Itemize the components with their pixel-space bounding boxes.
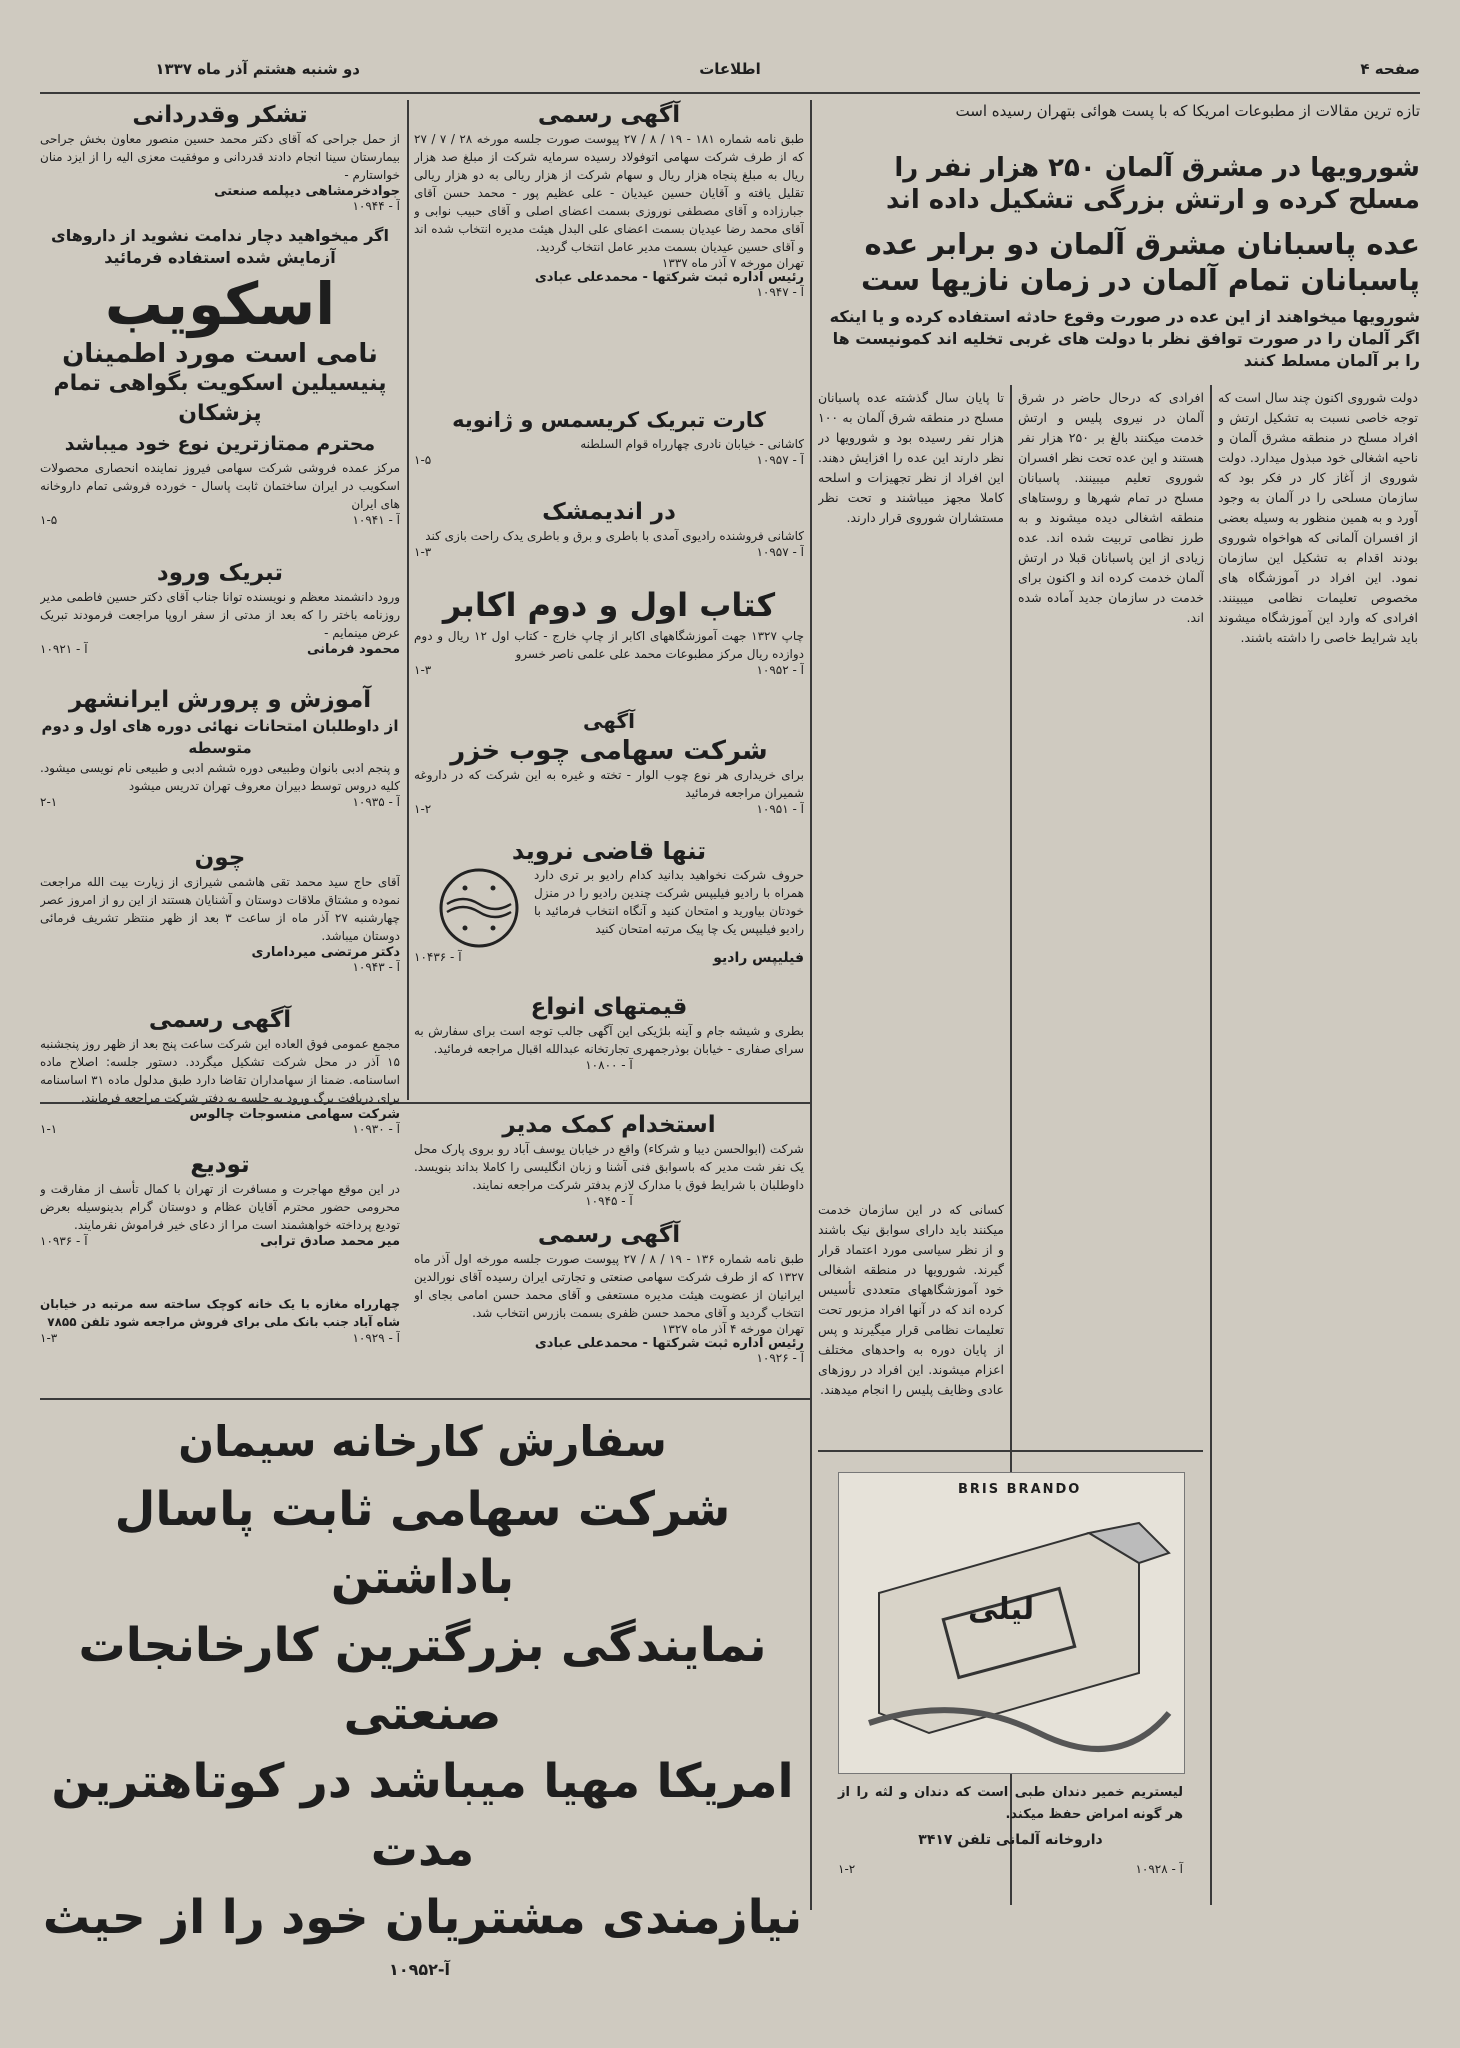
ad-philips-code: آ - ۱۰۴۳۶ [414, 950, 462, 964]
ad-hire-body: شرکت (ابوالحسن دیبا و شرکاء) واقع در خیابان یوسف آباد رو بروی پارک محل یک نفر شت مدیر که باسوابق فنی آشنا و زبان انگلیسی را کاملا بداند بنویسد. داوطلبان با شرایط فوق با مدارک لازم بدفتر شرکت مراجعه نمایند. [414, 1142, 804, 1192]
ad-welcome-body: ورود دانشمند معظم و نویسنده توانا جناب آقای دکتر حسین فاطمی مدیر روزنامه باختر را که بعد از مدتی از سفر اروپا مراجعت فرمودند تبریک عرض مینمایم - [40, 590, 400, 640]
ad-chon-sign: دکتر مرتضی میرداماری [251, 945, 400, 960]
ad-book-title: کتاب اول و دوم اکابر [442, 586, 776, 624]
column-divider [810, 100, 812, 1910]
lead-subheadline: شورویها میخواهند از این عده در صورت وقوع حادثه استفاده کرده و یا اینکه اگر آلمان را در صورت توافق نظر با دولت های غربی تخلیه اند کمونیست ها را بر آلمان مسلط کنند [829, 307, 1420, 370]
ad-cement-line1: سفارش کارخانه سیمان [178, 1417, 667, 1466]
ad-chooob-code: آ - ۱۰۹۵۱ [756, 802, 804, 816]
ad-radio-count: ۱-۳ [414, 545, 432, 559]
ad-welcome-title: تبریک ورود [156, 560, 284, 586]
ad-education-title: آموزش و پرورش ایرانشهر [68, 687, 372, 713]
ad-chon [40, 843, 400, 998]
ad-education-code: آ - ۱۰۹۳۵ [352, 795, 400, 809]
issue-date: دو شنبه هشتم آذر ماه ۱۳۳۷ [155, 60, 360, 78]
ad-thanks [40, 100, 400, 225]
ad-shop-count: ۱-۳ [40, 1331, 58, 1345]
ad-prices [414, 992, 804, 1094]
ad-thanks-title: تشکر وقدردانی [132, 102, 308, 128]
ad-chon-body: آقای حاج سید محمد تقی هاشمی شیرازی از زیارت بیت الله مراجعت نموده و مشتاق ملاقات دوستان و آشنایان هستند از این رو از امروز عصر چهارشنبه ۲۷ آذر ماه از ساعت ۳ بعد از ظهر منتظر تشریف فرمائی دوستان میباشد. [40, 875, 400, 943]
ad-chooob-body: برای خریداری هر نوع چوب الوار - تخته و غیره به این شرکت که در داروغه شمیران مراجعه فرمائید [414, 768, 804, 800]
ad-toothpaste [818, 1450, 1203, 1917]
ad-official-2-date: تهران مورخه ۴ آذر ماه ۱۳۲۷ [661, 1322, 804, 1336]
article-column-divider [1210, 385, 1212, 1905]
ad-cement-line3: نمایندگی بزرگترین کارخانجات صنعتی [78, 1618, 767, 1741]
ad-scovib-line3: محترم ممتازترین نوع خود میباشد [64, 433, 376, 455]
ad-cement-line4: امریکا مهیا میباشد در کوتاهترین مدت [51, 1754, 794, 1877]
lead-body-col-2: افرادی که درحال حاضر در شرق آلمان در نیروی پلیس و ارتش خدمت میکنند بالغ بر ۲۵۰ هزار نفر هستند و این عده تحت نظر افسران شوروی تعلیم میبینند. پاسبانان مسلح در تمام شهرها و روستاهای منطقه اشغالی دیده میشوند و به طرز نظامی تربیت شده اند. عده زیادی از این پاسبانان قبلا در ارتش آلمان خدمت کرده اند و اکنون برای خدمت در سازمان جدید آماده شده اند. [1018, 390, 1204, 625]
ad-chon-title: چون [194, 845, 246, 871]
ad-card-title: کارت تبریک کریسمس و ژانویه [452, 408, 766, 432]
ad-education-body: و پنجم ادبی بانوان وطبیعی دوره ششم ادبی و طبیعی نام نویسی میشود. کلیه دروس توسط دبیران معروف تهران تدریس میشود [40, 761, 400, 793]
ad-scovib-code: آ - ۱۰۹۴۱ [352, 513, 400, 527]
ad-farewell-title: تودیع [190, 1152, 250, 1178]
ad-hire-code: آ - ۱۰۹۴۵ [585, 1194, 633, 1208]
section-rule [40, 1398, 810, 1400]
ad-shop-body: چهارراه مغازه با یک خانه کوچک ساخته سه مرتبه در خیابان شاه آباد جنب بانک ملی برای فروش مراجعه شود تلفن ۷۸۵۵ [40, 1297, 400, 1329]
ad-official-2-body: طبق نامه شماره ۱۳۶ - ۱۹ / ۸ / ۲۷ پیوست صورت جلسه مورخه اول آذر ماه ۱۳۲۷ که از طرف شرکت سهامی صنعتی و تجارتی ایران رسیده آقای نورالدین ایرانیان از عضویت هیئت مدیره مستعفی و آقای محمد حسن امامی بجای او انتخاب گردید و آقای محمد حسن ظفری بسمت بازرس انتخاب شد. [414, 1252, 804, 1320]
ad-scovib [40, 225, 400, 550]
ad-book-count: ۱-۳ [414, 663, 432, 677]
ad-philips-title: تنها قاضی نروید [511, 837, 707, 865]
toothpaste-brand: BRIS BRANDO [958, 1482, 1082, 1497]
ad-chooob-title: شرکت سهامی چوب خزر [450, 736, 768, 766]
page-number: صفحه ۴ [1360, 60, 1420, 78]
ad-prices-title: قیمتهای انواع [530, 994, 688, 1020]
philips-logo-icon [437, 866, 521, 950]
ad-welcome [40, 558, 400, 678]
lead-body-col-3: تا پایان سال گذشته عده پاسبانان مسلح در منطقه شرق آلمان به ۱۰۰ هزار نفر رسیده بود و شورویها در نظر دارند این عده را افزایش دهند. این افراد از نظر تجهیزات و اسلحه کاملا مجهز میباشند و تحت نظر مستشاران شوروی قرار دارند. [818, 390, 1004, 525]
ad-scovib-line2: پنیسیلین اسکویت بگواهی تمام پزشکان [53, 371, 387, 426]
ad-philips-brand: فیلیپس رادیو [713, 950, 804, 966]
ad-official-2-code: آ - ۱۰۹۲۶ [756, 1351, 804, 1365]
ad-official-2-title: آگهی رسمی [537, 1222, 681, 1248]
ad-book [414, 583, 804, 701]
toothpaste-label: لیلی [968, 1592, 1035, 1627]
ad-chooob-kicker: آگهی [583, 709, 635, 733]
ad-radio-code: آ - ۱۰۹۵۷ [756, 545, 804, 559]
ad-card [414, 405, 804, 491]
ad-card-count: ۱-۵ [414, 453, 432, 467]
ad-scovib-body: مرکز عمده فروشی شرکت سهامی فیروز نماینده انحصاری محصولات اسکویب در ایران ساختمان ثابت پاسال - خورده فروشی تمام داروخانه های ایران [40, 461, 400, 511]
ad-welcome-sign: محمود فرمانی [306, 642, 400, 657]
ad-book-body: چاپ ۱۳۲۷ جهت آموزشگاههای اکابر از چاپ خارج - کتاب اول ۱۲ ریال و دوم دوازده ریال مرکز مطبوعات محمد علی علمی ناصر خسرو [414, 629, 804, 661]
ad-scovib-lead: اگر میخواهید دچار ندامت نشوید از داروهای آزمایش شده استفاده فرمائید [51, 226, 389, 267]
lead-body-col-4: کسانی که در این سازمان خدمت میکنند باید دارای سوابق نیک باشند و از نظر سیاسی مورد اعتماد قرار گیرند. شورویها در منطقه اشغالی خود آموزشگاههای متعددی تأسیس کرده اند که در آنها افراد مزبور تحت تعلیمات نظامی قرار میگیرند و پس از پایان دوره به واحدهای مختلف اعزام میشوند. این افراد در روزهای عادی وظایف پلیس را انجام میدهند. [818, 1202, 1004, 1397]
column-divider [407, 100, 409, 1100]
ad-thanks-body: از حمل جراحی که آقای دکتر محمد حسین منصور معاون بخش جراحی بیمارستان سینا انجام دادند قدردانی و موفقیت معزی الیه را از ایزد منان خواستارم - [40, 132, 400, 182]
ad-official-top-sign: رئیس اداره ثبت شرکتها - محمدعلی عبادی [534, 270, 804, 285]
toothpaste-count: ۱-۲ [838, 1862, 856, 1876]
header-rule [40, 92, 1420, 94]
ad-farewell-sign: میر محمد صادق ترابی [260, 1234, 400, 1249]
ad-chooob [414, 706, 804, 831]
lead-headline-2: عده پاسبانان مشرق آلمان دو برابر عده پاسبانان تمام آلمان در زمان نازیها ست [860, 227, 1420, 297]
ad-official-top [414, 100, 804, 400]
ad-radio [414, 497, 804, 577]
ad-farewell [40, 1150, 400, 1290]
ad-official-1-title: آگهی رسمی [148, 1007, 292, 1033]
ad-thanks-sign: جوادخرمشاهی دیپلمه صنعتی [214, 184, 400, 199]
ad-scovib-line1: نامی است مورد اطمینان [62, 339, 378, 369]
ad-cement-line2: شرکت سهامی ثابت پاسال باداشتن [114, 1482, 731, 1605]
ad-chon-code: آ - ۱۰۹۴۳ [352, 960, 400, 974]
toothpaste-shop: داروخانه آلمانی تلفن ۳۴۱۷ [918, 1832, 1103, 1848]
lead-body-col-1: دولت شوروی اکنون چند سال است که توجه خاصی نسبت به تشکیل ارتش و افراد مسلح در منطقه مشرق آلمان و ناحیه اشغالی خود مبذول میدارد. دولت شوروی از آغاز کار در فکر بود که سازمان مسلحی را در آلمان به وجود آورد و به همین منظور به وسیله بعضی از افسران آلمانی که هواخواه شوروی بودند اقدام به تشکیل این سازمان نمود. این افراد در آموزشگاه های مخصوص تعلیمات نظامی میبینند. افرادی که وارد این آموزشگاه میشوند باید شرایط خاصی را داشته باشند. [1218, 390, 1418, 645]
ad-official-2 [414, 1220, 804, 1388]
ad-official-1-count: ۱-۱ [40, 1122, 58, 1136]
ad-official-top-body: طبق نامه شماره ۱۸۱ - ۱۹ / ۸ / ۲۷ پیوست صورت جلسه مورخه ۲۸ / ۷ / ۲۷ که از طرف شرکت سهامی اتوفولاد رسیده سرمایه شرکت از مبلغ صد هزار ریال به مبلغ پنجاه هزار ریال و سهام شرکت از هزار ریالی به دو هزار ریالی تقلیل یافته و آقایان حسین عیدیان - علی عظیم پور - محمد حسن آقای جبارزاده و آقای مصطفی نوروزی بسمت اعضای اصلی و آقای حبیب نوابی و آقای محمد رضا عیدیان بسمت اعضای علی البدل هیئت مدیره انتخاب شده اند و آقای حسین عیدیان بسمت مدیر عامل انتخاب گردید. [414, 132, 804, 254]
ad-farewell-code: آ - ۱۰۹۳۶ [40, 1234, 88, 1248]
ad-radio-body: کاشانی فروشنده رادیوی آمدی با باطری و برق و باطری یدک راحت بازی کند [425, 529, 804, 543]
ad-education-count: ۲-۱ [40, 795, 58, 809]
ad-education [40, 685, 400, 835]
ad-hire [414, 1110, 804, 1218]
ad-cement-line5: نیازمندی مشتریان خود را از حیث [42, 1890, 803, 1945]
ad-book-code: آ - ۱۰۹۵۲ [756, 663, 804, 677]
ad-farewell-body: در این موقع مهاجرت و مسافرت از تهران با کمال تأسف از مفارقت و محرومی حضور محترم آقایان عظام و دوستان گرام بدینوسیله بعرض تودیع پرداخته خواهشمند است مرا از دعای خیر فراموش نفرمایند. [40, 1182, 400, 1232]
toothpaste-body: لیستریم خمیر دندان طبی است که دندان و لثه را از هر گونه امراض حفظ میکند. [838, 1785, 1183, 1822]
ad-official-top-code: آ - ۱۰۹۴۷ [756, 285, 804, 299]
ad-official-top-title: آگهی رسمی [537, 102, 681, 128]
ad-cement [40, 1408, 805, 1948]
ad-card-body: کاشانی - خیابان نادری چهارراه قوام السلطنه [580, 437, 804, 451]
ad-thanks-code: آ - ۱۰۹۴۴ [352, 199, 400, 213]
ad-prices-body: بطری و شیشه جام و آینه بلژیکی این آگهی جالب توجه است برای سفارش به سرای صفاری - خیابان بوذرجمهری تجارتخانه عبدالله اقبال مراجعه فرمائید. [414, 1024, 804, 1056]
ad-official-1-code: آ - ۱۰۹۳۰ [352, 1122, 400, 1136]
lead-headline-1: شورویها در مشرق آلمان ۲۵۰ هزار نفر را مسلح کرده و ارتش بزرگی تشکیل داده اند [886, 153, 1420, 215]
toothpaste-code: آ - ۱۰۹۲۸ [1135, 1862, 1183, 1876]
ad-philips [414, 836, 804, 986]
ad-chooob-count: ۱-۲ [414, 802, 432, 816]
ad-welcome-code: آ - ۱۰۹۲۱ [40, 642, 88, 656]
ad-cement-code: آ-۱۰۹۵۲ [389, 1960, 450, 1979]
ad-scovib-count: ۱-۵ [40, 513, 58, 527]
ad-shop-code: آ - ۱۰۹۲۹ [352, 1331, 400, 1345]
ad-education-sub: از داوطلبان امتحانات نهائی دوره های اول و دوم متوسطه [41, 717, 399, 757]
paper-name: اطلاعات [699, 60, 761, 78]
ad-official-2-sign: رئیس اداره ثبت شرکتها - محمدعلی عبادی [534, 1336, 804, 1351]
ad-philips-body: حروف شرکت نخواهید بدانید کدام رادیو بر تری دارد همراه با رادیو فیلیپس شرکت چندین رادیو را در منزل خودتان بیاورید و امتحان کنید و آنگاه انتخاب فرمائید با رادیو فیلیپس یک چا پیک مرتبه امتحان کنید [534, 868, 804, 936]
ad-card-code: آ - ۱۰۹۵۷ [756, 453, 804, 467]
ad-shop [40, 1295, 400, 1385]
ad-official-top-date: تهران مورخه ۷ آذر ماه ۱۳۳۷ [661, 256, 804, 270]
ad-official-1-body: مجمع عمومی فوق العاده این شرکت ساعت پنج بعد از ظهر روز پنجشنبه ۱۵ آذر در محل شرکت تشکیل میگردد. دستور جلسه: اصلاح ماده اساسنامه. ضمنا از سهامداران تقاضا دارد طبق مدلول ماده ۳۱ اساسنامه برای دریافت برگ ورود به جلسه به دفتر شرکت مراجعه فرمایند. [40, 1037, 400, 1105]
ad-scovib-title: اسکویب [104, 270, 336, 338]
ad-hire-title: استخدام کمک مدیر [502, 1112, 716, 1138]
ad-official-1-sign: شرکت سهامی منسوجات چالوس [189, 1107, 400, 1122]
lead-kicker: تازه ترین مقالات از مطبوعات امریکا که با پست هوائی بتهران رسیده است [955, 102, 1420, 120]
ad-radio-title: در اندیمشک [542, 499, 676, 525]
ad-prices-code: آ - ۱۰۸۰۰ [585, 1058, 633, 1072]
